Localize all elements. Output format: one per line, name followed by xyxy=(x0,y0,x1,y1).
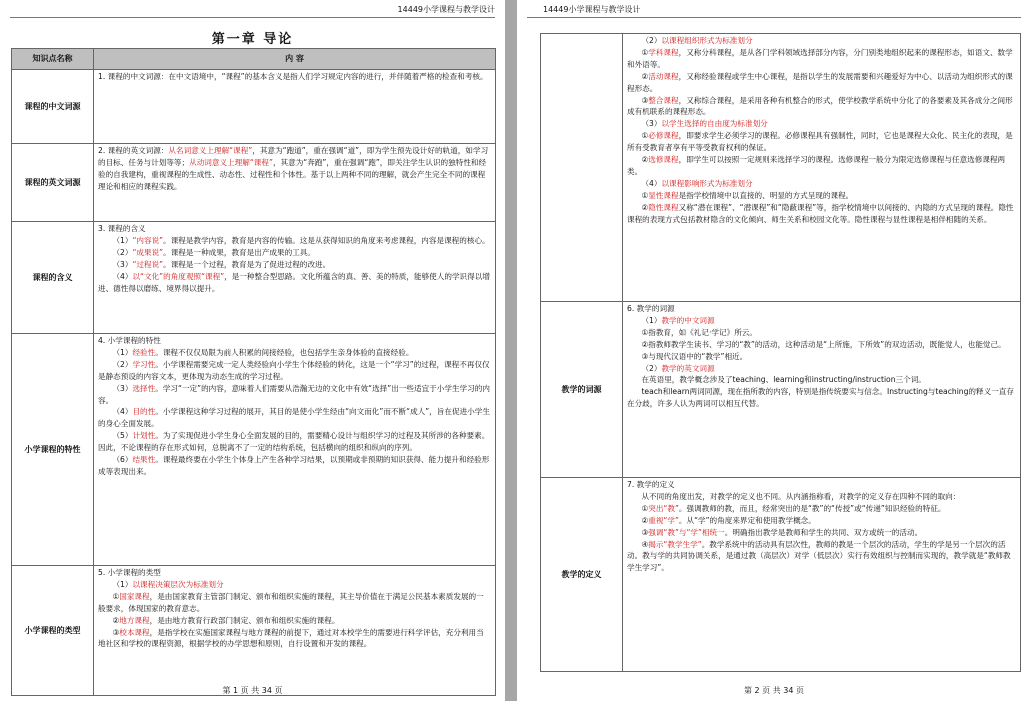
highlighted-term: 隐性课程 xyxy=(648,202,679,212)
list-marker: （1） xyxy=(112,347,133,357)
body-text: 。课程最终要在小学生个体身上产生各种学习结果，以预期或非预期的知识获得、能力提升和经验形成等表现出来。 xyxy=(98,455,490,476)
knowledge-table xyxy=(540,33,1021,672)
highlighted-term: 选择性 xyxy=(132,383,156,393)
knowledge-point-name: 小学课程的类型 xyxy=(12,566,94,696)
knowledge-point-name: 课程的中文词源 xyxy=(12,70,94,144)
body-text: 在英语里，教学概念涉及了teaching、learning和instructing/instruction三个词。 xyxy=(641,375,926,385)
list-marker: （3） xyxy=(112,259,133,269)
knowledge-point-name: 教学的定义 xyxy=(541,478,623,672)
content-paragraph xyxy=(627,327,1016,339)
list-marker: （1） xyxy=(641,315,662,325)
highlighted-term: 校本课程 xyxy=(119,627,150,637)
highlighted-term: 地方课程 xyxy=(119,615,150,625)
body-text: ，又称综合课程，是采用各种有机整合的形式，使学校教学系统中分化了的各要素及其各成分之间形成有机联系的课程形态。 xyxy=(627,95,1013,117)
highlighted-term: 必修课程 xyxy=(648,131,679,141)
content-paragraph xyxy=(98,235,491,247)
highlighted-term: 选修课程 xyxy=(648,155,679,165)
body-text: 。课程是一种成果，教育是出产成果的工具。 xyxy=(163,247,315,257)
content-paragraph xyxy=(98,383,491,407)
highlighted-term: 以课程组织形式为标准划分 xyxy=(661,36,753,45)
highlighted-term: “过程说” xyxy=(132,259,164,269)
content-paragraph xyxy=(627,527,1016,539)
content-paragraph xyxy=(627,190,1016,202)
body-text: 。教学系统中的活动具有层次性，教师的教是一个层次的活动，学生的学是另一个层次的活动。教与学的共同协调关系，是通过教（高层次）对学（低层次）实行有效组织与控制而实现的，教学就是“教师教学生学习”。 xyxy=(627,539,1011,573)
content-paragraph xyxy=(98,579,491,591)
body-text: 1. 课程的中文词源：在中文语境中，“课程”的基本含义是指人们学习规定内容的进行，并伴随着严格的检查和考核。 xyxy=(98,72,488,81)
highlighted-term: 重视“学” xyxy=(648,515,679,525)
list-marker: ② xyxy=(641,71,649,81)
knowledge-point-name: 课程的含义 xyxy=(12,222,94,334)
list-marker: （4） xyxy=(112,407,133,417)
running-header: 14449小学课程与教学设计 xyxy=(10,3,495,18)
body-text: 。明确指出教学是教师和学生的共同、双方或统一的活动。 xyxy=(724,527,923,537)
knowledge-point-content xyxy=(94,144,496,222)
list-marker: ② xyxy=(641,515,649,525)
list-marker: ① xyxy=(641,327,649,337)
body-text: 4. 小学课程的特性 xyxy=(98,336,161,345)
list-marker: ② xyxy=(641,339,649,349)
list-marker: （1） xyxy=(112,235,133,245)
content-paragraph xyxy=(627,178,1016,190)
column-header-name: 知识点名称 xyxy=(12,49,94,70)
body-text: ，是指学校在实施国家课程与地方课程的前提下，通过对本校学生的需要进行科学评估，充分利用当地社区和学校的课程资源，根据学校的办学思想和原则，自行设置和开发的课程。 xyxy=(98,627,484,649)
highlighted-term: 经验性 xyxy=(132,347,156,357)
list-marker: ③ xyxy=(641,351,649,361)
table-row xyxy=(12,144,496,222)
content-paragraph xyxy=(98,223,491,235)
content-paragraph xyxy=(627,154,1016,178)
body-text: 2. 课程的英文词源： xyxy=(98,146,169,155)
content-paragraph xyxy=(627,503,1016,515)
knowledge-point-content xyxy=(94,222,496,334)
list-marker: ① xyxy=(641,131,649,141)
content-paragraph xyxy=(627,363,1016,375)
highlighted-term: 以课程决策层次为标准划分 xyxy=(132,579,224,589)
page-footer: 第 1 页 共 34 页 xyxy=(222,686,283,695)
running-header: 14449小学课程与教学设计 xyxy=(527,3,1021,18)
body-text: 与现代汉语中的“教学”相近。 xyxy=(648,351,748,361)
body-text: 指教师教学生读书、学习的“教”的活动，这种活动是“上所施，下所效”的双边活动，既能觉人，也能觉己。 xyxy=(648,339,1006,349)
page-footer: 第 2 页 共 34 页 xyxy=(744,686,804,695)
list-marker: ③ xyxy=(641,527,649,537)
knowledge-point-content xyxy=(623,34,1021,302)
list-marker: ① xyxy=(641,190,649,200)
content-paragraph xyxy=(98,71,491,83)
knowledge-point-content xyxy=(94,70,496,144)
content-paragraph xyxy=(98,247,491,259)
body-text: ，其意为“跑道”，重在强调“道”，即为学生预先设计好的轨道，如学习的目标、任务与计划等等； xyxy=(98,146,489,167)
content-paragraph xyxy=(627,35,1016,47)
knowledge-point-content xyxy=(94,566,496,696)
table-row xyxy=(12,334,496,566)
highlighted-term: 教学的中文词源 xyxy=(661,315,715,325)
table-row xyxy=(541,478,1021,672)
list-marker: （3） xyxy=(112,383,133,393)
highlighted-term: 以“文化”的角度观照“课程” xyxy=(132,271,225,281)
content-paragraph xyxy=(98,271,491,295)
content-paragraph xyxy=(98,145,491,193)
list-marker: （4） xyxy=(112,271,133,281)
highlighted-term: “成果说” xyxy=(132,247,164,257)
knowledge-point-content xyxy=(623,302,1021,478)
knowledge-point-name xyxy=(541,34,623,302)
highlighted-term: 从动词意义上理解“课程” xyxy=(189,157,273,167)
body-text: 。学习“一定”的内容，意味着人们需要从浩瀚无边的文化中有效“选择”出一些适宜于小学生学习的内容。 xyxy=(98,383,490,405)
body-text: teach和learn两词同源，现在指所教的内容，特别是指传统要实与信念。Instructing与teaching的释义一直存在分歧，许多人认为两词可以相互代替。 xyxy=(627,387,1014,409)
list-marker: ① xyxy=(112,591,120,601)
body-text: 。从“学”的角度来界定和使用教学概念。 xyxy=(678,515,816,525)
content-paragraph xyxy=(627,479,1016,491)
list-marker: ② xyxy=(641,202,649,212)
body-text: 6. 教学的词源 xyxy=(627,304,675,313)
table-row xyxy=(12,566,496,696)
list-marker: （2） xyxy=(641,36,662,45)
content-paragraph xyxy=(627,315,1016,327)
body-text: 从不同的角度出发，对教学的定义也不同。从内涵指称看，对教学的定义存在四种不同的取向： xyxy=(641,491,961,501)
body-text: 3. 课程的含义 xyxy=(98,224,146,233)
highlighted-term: 活动课程 xyxy=(648,71,679,81)
highlighted-term: “内容说” xyxy=(132,235,164,245)
list-marker: （5） xyxy=(112,431,133,441)
content-paragraph xyxy=(627,374,1016,386)
content-paragraph xyxy=(98,615,491,627)
chapter-title: 第一章 导论 xyxy=(211,32,294,47)
content-paragraph xyxy=(98,430,491,454)
body-text: 。课程是教学内容，教育是内容的传输。这是从获得知识的角度来考虑课程，内容是课程的核心。 xyxy=(163,235,490,245)
list-marker: （2） xyxy=(641,363,662,373)
body-text: 。小学课程这种学习过程的展开，其目的是使小学生经由“向文而化”而不断“成人”，旨在促进小学生的身心全面发展。 xyxy=(98,407,490,429)
highlighted-term: 从名词意义上理解“课程” xyxy=(168,146,253,155)
content-paragraph xyxy=(627,515,1016,527)
body-text: 指教育，如《礼记·学记》所云。 xyxy=(648,327,757,337)
body-text: ，即学生可以按照一定规则来选择学习的课程。选修课程一般分为限定选修课程与任意选修课程两类。 xyxy=(627,155,1006,176)
body-text: 是指学校情境中以直接的、明显的方式呈现的课程。 xyxy=(678,190,854,200)
body-text: ，是一种整合型思路。文化所蕴含的真、善、美的特质，能够使人的学识得以增进、德性得以磨练、境界得以提升。 xyxy=(98,271,490,293)
list-marker: ① xyxy=(641,503,649,513)
body-text: 。为了实现促进小学生身心全面发展的目的，需要精心设计与组织学习的过程及其所涉的各种要素。因此，不论课程的存在形式如何，总脱离不了一定的结构系统，包括横向的组织和纵向的序列。 xyxy=(98,431,490,453)
content-paragraph xyxy=(627,539,1016,575)
column-header-content: 内 容 xyxy=(94,49,496,70)
highlighted-term: 教学的英文词源 xyxy=(661,363,715,373)
list-marker: （1） xyxy=(112,579,133,589)
highlighted-term: 计划性 xyxy=(132,431,156,441)
content-paragraph xyxy=(98,259,491,271)
highlighted-term: 以学生选择的自由度为标准划分 xyxy=(661,119,768,129)
content-paragraph xyxy=(627,202,1016,226)
highlighted-term: 显性课程 xyxy=(648,190,679,200)
body-text: 。强调教师的教，而且，经常突出的是“教”的“传授”或“传递”知识经验的特征。 xyxy=(678,503,946,513)
body-text: ，是由国家教育主管部门制定、颁布和组织实施的课程，其主导价值在于满足公民基本素质发展的一般要求，体现国家的教育意志。 xyxy=(98,591,484,613)
content-paragraph xyxy=(98,359,491,383)
knowledge-point-name: 小学课程的特性 xyxy=(12,334,94,566)
highlighted-term: 国家课程 xyxy=(119,591,150,601)
content-paragraph xyxy=(98,335,491,347)
body-text: 。小学课程需要完成一定人类经验向小学生个体经验的转化，这是一个“学习”的过程，课程不再仅仅是静态预设的内容文本，更体现为动态生成的学习过程。 xyxy=(98,359,490,381)
highlighted-term: 强调“教”与“学”相统一 xyxy=(648,527,725,537)
document-page-2 xyxy=(517,0,1031,701)
document-page-1 xyxy=(0,0,505,701)
body-text: ，是由地方教育行政部门制定、颁布和组织实施的课程。 xyxy=(149,615,340,625)
knowledge-point-name: 课程的英文词源 xyxy=(12,144,94,222)
highlighted-term: 揭示“教学生学” xyxy=(648,539,702,549)
list-marker: ② xyxy=(112,615,120,625)
table-row xyxy=(541,34,1021,302)
list-marker: （6） xyxy=(112,455,133,465)
content-paragraph xyxy=(98,591,491,615)
table-row xyxy=(12,70,496,144)
body-text: ，又称分科课程，是从各门学科领域选择部分内容，分门别类地组织起来的课程形态，如语文、数学和外语等。 xyxy=(627,47,1013,69)
knowledge-point-content xyxy=(623,478,1021,672)
content-paragraph xyxy=(98,347,491,359)
content-paragraph xyxy=(627,95,1016,119)
list-marker: ③ xyxy=(641,95,649,105)
knowledge-point-content xyxy=(94,334,496,566)
body-text: 。课程不仅仅局限为前人积累的间接经验，也包括学生亲身体验的直接经验。 xyxy=(155,347,414,357)
body-text: ，又称经验课程或学生中心课程，是指以学生的发展需要和兴趣爱好为中心、以活动为组织形式的课程形态。 xyxy=(627,71,1013,93)
content-paragraph xyxy=(627,351,1016,363)
list-marker: （2） xyxy=(112,247,133,257)
highlighted-term: 整合课程 xyxy=(648,95,679,105)
body-text: 。课程是一个过程，教育是为了促进过程的改进。 xyxy=(163,259,331,269)
body-text: 5. 小学课程的类型 xyxy=(98,568,161,577)
highlighted-term: 以课程影响形式为标准划分 xyxy=(661,178,753,188)
content-paragraph xyxy=(627,71,1016,95)
list-marker: ③ xyxy=(112,627,120,637)
body-text: 又称“潜在课程”、“潜课程”和“隐蔽课程”等，指学校情境中以间接的、内隐的方式呈现的课程。隐性课程的表现方式包括教材隐含的文化倾向、师生关系和校园文化等。隐性课程与显性课程是相伴相随的关系。 xyxy=(627,202,1014,224)
highlighted-term: 突出“教” xyxy=(648,503,679,513)
table-row xyxy=(541,302,1021,478)
content-paragraph xyxy=(627,339,1016,351)
list-marker: ② xyxy=(641,155,649,165)
highlighted-term: 学习性 xyxy=(132,359,156,369)
table-row xyxy=(12,222,496,334)
content-paragraph xyxy=(627,118,1016,130)
body-text: 7. 教学的定义 xyxy=(627,480,675,489)
content-paragraph xyxy=(627,386,1016,410)
content-paragraph xyxy=(98,454,491,478)
content-paragraph xyxy=(627,491,1016,503)
content-paragraph xyxy=(627,130,1016,154)
list-marker: （3） xyxy=(641,119,662,129)
body-text: ，其意为“奔跑”，重在强调“跑”，即关注学生认识的独特性和经验的自我建构，重视课程的生成性、动态性、过程性和个体性。基于以上两种不同的理解，就会产生完全不同的课程理论和相应的课程实践。 xyxy=(98,157,487,191)
content-paragraph xyxy=(98,627,491,651)
knowledge-point-name: 教学的词源 xyxy=(541,302,623,478)
highlighted-term: 目的性 xyxy=(132,407,156,417)
content-paragraph xyxy=(98,406,491,430)
highlighted-term: 结果性 xyxy=(132,455,156,465)
list-marker: （2） xyxy=(112,359,133,369)
knowledge-table xyxy=(11,48,496,696)
list-marker: ① xyxy=(641,47,649,57)
content-paragraph xyxy=(627,47,1016,71)
content-paragraph xyxy=(98,567,491,579)
list-marker: （4） xyxy=(641,178,662,188)
highlighted-term: 学科课程 xyxy=(648,47,679,57)
list-marker: ④ xyxy=(641,539,649,549)
body-text: ，即要求学生必须学习的课程。必修课程具有强制性，同时，它也是课程大众化、民主化的表现，是所有受教育者享有平等受教育权利的保证。 xyxy=(627,131,1013,153)
content-paragraph xyxy=(627,303,1016,315)
